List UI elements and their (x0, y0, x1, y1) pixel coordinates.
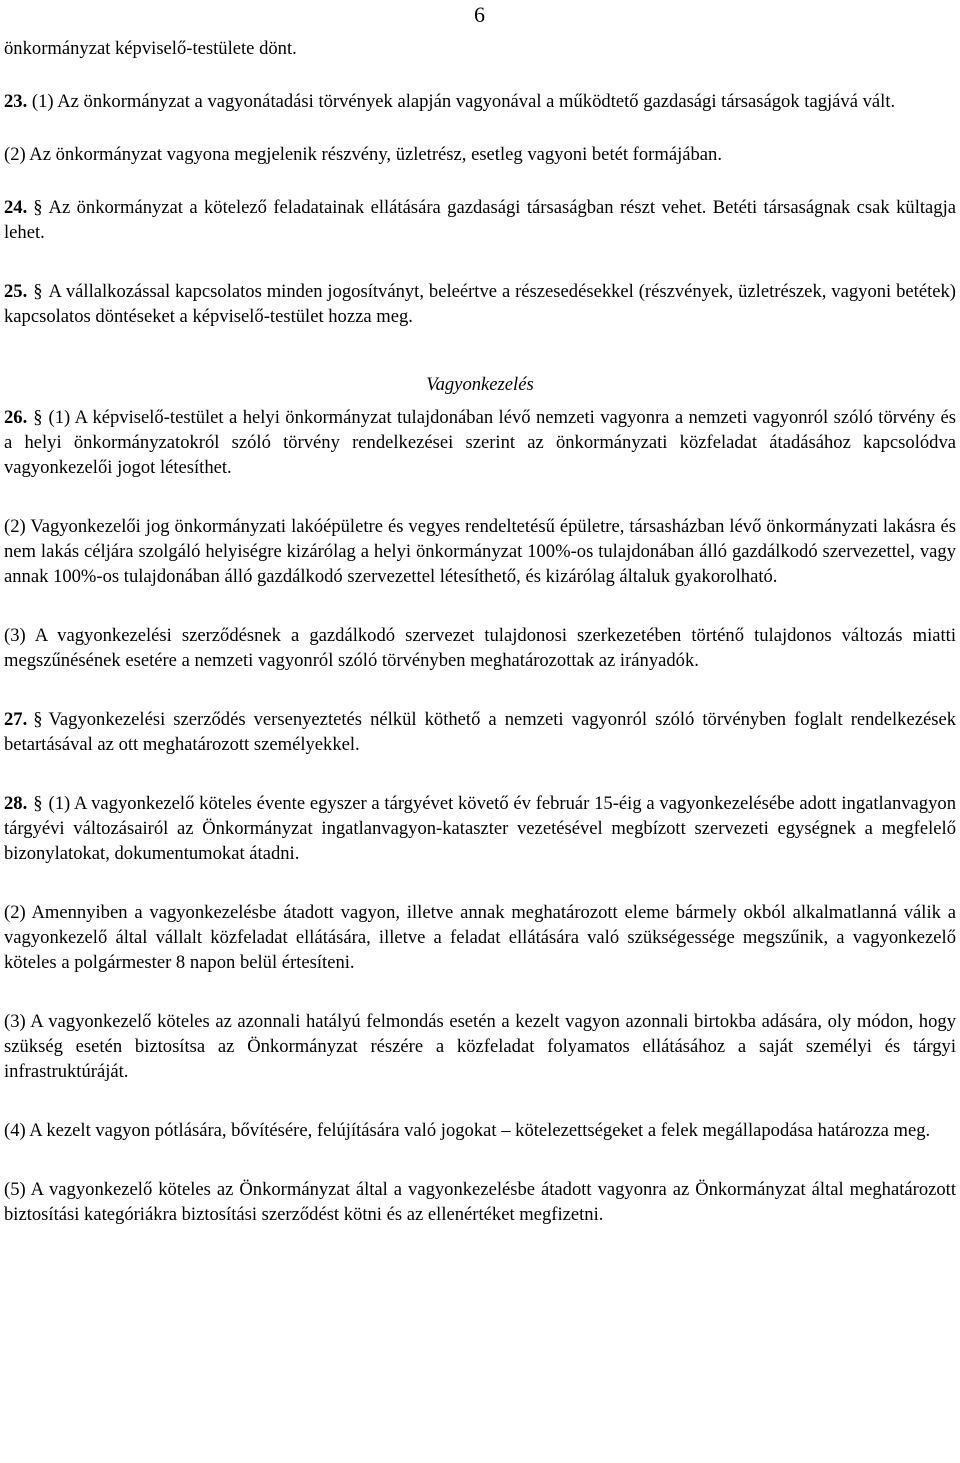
section-27-paragraph (4, 707, 956, 757)
section-28-text-1: (1) A vagyonkezelő köteles évente egyszer a tárgyévet követő év február 15-éig a vagyonkezelésébe adott ingatlanvagyon tárgyévi változásairól az Önkormányzat ingatlanvagyon-kataszter vezetésével megbízott szervezeti egységnek a megfelelő bizonylatokat, dokumentumokat átadni. (4, 793, 956, 864)
section-28-paragraph-4: (4) A kezelt vagyon pótlására, bővítésére, felújítására való jogokat – kötelezettségeket a felek megállapodása határozza meg. (4, 1120, 931, 1141)
section-28-number: 28. (4, 793, 28, 814)
section-sign: § (33, 281, 43, 302)
section-25-number: 25. (4, 281, 28, 302)
section-27-number: 27. (4, 709, 28, 730)
section-sign: § (33, 407, 43, 428)
section-28-paragraph-2: (2) Amennyiben a vagyonkezelésbe átadott vagyon, illetve annak meghatározott eleme bármely okból alkalmatlanná válik a vagyonkezelő által vállalt közfeladat ellátására, illetve a feladat ellátására való szükségessége megszűnik, a vagyonkezelő köteles a polgármester 8 napon belül értesíteni. (4, 902, 956, 973)
section-24-paragraph (4, 195, 956, 245)
section-23-number: 23. (4, 91, 28, 112)
document-body (4, 36, 956, 1227)
section-26-paragraph-3: (3) A vagyonkezelési szerződésnek a gazdálkodó szervezet tulajdonosi szerkezetében történő tulajdonos változás miatti megszűnésének esetére a nemzeti vagyonról szóló törvényben meghatározottak az irányadók. (4, 625, 956, 671)
section-sign: § (33, 197, 43, 218)
section-28-paragraph-1 (4, 791, 956, 866)
section-28-paragraph-5: (5) A vagyonkezelő köteles az Önkormányzat által a vagyonkezelésbe átadott vagyonra az Önkormányzat által meghatározott biztosítási kategóriákra biztosítási szerződést kötni és az ellenértéket megfizetni. (4, 1179, 956, 1225)
section-26-paragraph-2: (2) Vagyonkezelői jog önkormányzati lakóépületre és vegyes rendeltetésű épületre, társasházban lévő önkormányzati lakásra és nem lakás céljára szolgáló helyiségre kizárólag a helyi önkormányzat 100%-os tulajdonában álló gazdálkodó szervezettel, vagy annak 100%-os tulajdonában álló gazdálkodó szervezettel létesíthető, és kizárólag általuk gyakorolható. (4, 516, 956, 587)
page-number: 6 (474, 2, 485, 27)
section-23-paragraph-2: (2) Az önkormányzat vagyona megjelenik részvény, üzletrész, esetleg vagyoni betét formájában. (4, 144, 722, 165)
section-sign: § (33, 793, 43, 814)
section-27-text: Vagyonkezelési szerződés versenyeztetés nélkül köthető a nemzeti vagyonról szóló törvényben foglalt rendelkezések betartásával az ott meghatározott személyekkel. (4, 709, 956, 755)
section-26-paragraph-1 (4, 405, 956, 480)
section-heading: Vagyonkezelés (426, 374, 534, 395)
section-26-number: 26. (4, 407, 28, 428)
section-24-number: 24. (4, 197, 28, 218)
section-25-paragraph (4, 279, 956, 329)
section-23-paragraph-1 (4, 89, 956, 114)
section-26-text-1: (1) A képviselő-testület a helyi önkormányzat tulajdonában lévő nemzeti vagyonra a nemzeti vagyonról szóló törvény és a helyi önkormányzatokról szóló törvény rendelkezései szerint az önkormányzati közfeladat átadásához kapcsolódva vagyonkezelői jogot létesíthet. (4, 407, 956, 478)
intro-paragraph: önkormányzat képviselő-testülete dönt. (4, 38, 297, 59)
section-24-text: Az önkormányzat a kötelező feladatainak ellátására gazdasági társaságban részt vehet. Betéti társaságnak csak kültagja lehet. (4, 197, 956, 243)
section-25-text: A vállalkozással kapcsolatos minden jogosítványt, beleértve a részesedésekkel (részvények, üzletrészek, vagyoni betétek) kapcsolatos döntéseket a képviselő-testület hozza meg. (4, 281, 956, 327)
section-sign: § (33, 709, 43, 730)
section-28-paragraph-3: (3) A vagyonkezelő köteles az azonnali hatályú felmondás esetén a kezelt vagyon azonnali birtokba adására, oly módon, hogy szükség esetén biztosítsa az Önkormányzat részére a közfeladat folyamatos ellátásához a saját személyi és tárgyi infrastruktúráját. (4, 1011, 956, 1082)
section-23-text-1: (1) Az önkormányzat a vagyonátadási törvények alapján vagyonával a működtető gazdasági társaságok tagjává vált. (31, 91, 896, 112)
